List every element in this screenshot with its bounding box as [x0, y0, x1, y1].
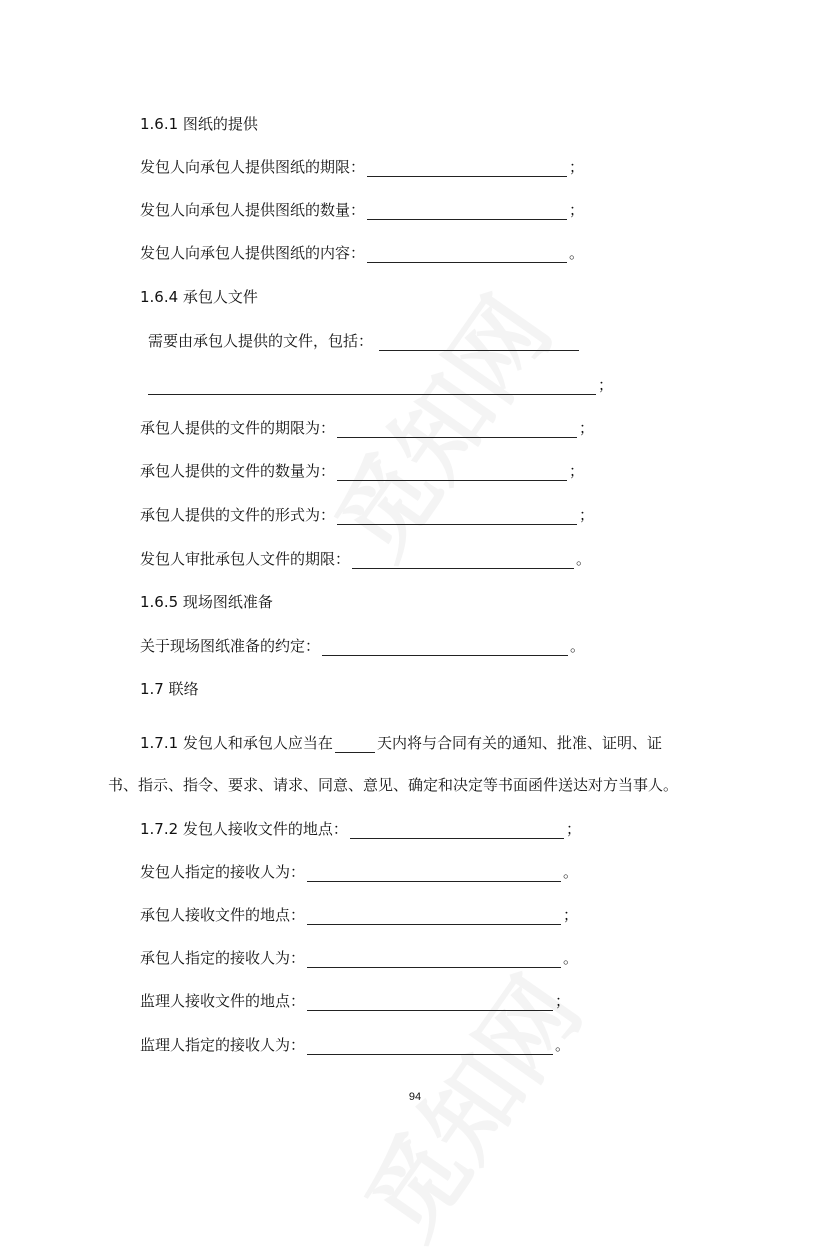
supervisor-recipient-row — [140, 1035, 570, 1055]
contractor-docs-label: 需要由承包人提供的文件，包括： — [148, 332, 374, 350]
contractor-recipient-label: 承包人指定的接收人为： — [140, 949, 306, 967]
drawing-deadline-row — [140, 157, 584, 177]
page-number: 94 — [408, 1091, 422, 1103]
section-1-6-5-heading — [140, 592, 273, 612]
employer-recipient-row — [140, 862, 578, 882]
contractor-docs-deadline-label: 承包人提供的文件的期限为： — [140, 419, 336, 437]
section-1-6-1-heading — [140, 114, 258, 134]
supervisor-recipient-field[interactable] — [307, 1037, 553, 1055]
supervisor-address-label: 监理人接收文件的地点： — [140, 992, 306, 1010]
contractor-recipient-row — [140, 948, 578, 968]
semicolon: ； — [565, 820, 581, 838]
heading-text: 1.7 联络 — [140, 680, 199, 698]
period: 。 — [569, 244, 585, 262]
approval-deadline-row — [140, 549, 591, 569]
drawing-quantity-field[interactable] — [367, 202, 567, 220]
supervisor-address-row — [140, 991, 570, 1011]
contractor-docs-format-field[interactable] — [337, 507, 577, 525]
site-drawing-label: 关于现场图纸准备的约定： — [140, 637, 321, 655]
semicolon: ； — [598, 376, 614, 394]
supervisor-address-field[interactable] — [307, 993, 553, 1011]
semicolon: ； — [569, 201, 585, 219]
drawing-content-row — [140, 243, 584, 263]
contractor-address-row — [140, 905, 578, 925]
site-drawing-row — [140, 636, 585, 656]
contractor-docs-quantity-row — [140, 461, 584, 481]
contractor-docs-quantity-field[interactable] — [337, 463, 567, 481]
heading-text: 1.6.4 承包人文件 — [140, 288, 258, 306]
contractor-docs-quantity-label: 承包人提供的文件的数量为： — [140, 462, 336, 480]
drawing-quantity-label: 发包人向承包人提供图纸的数量： — [140, 201, 366, 219]
section-1-7-heading — [140, 679, 199, 699]
drawing-deadline-label: 发包人向承包人提供图纸的期限： — [140, 158, 366, 176]
semicolon: ； — [569, 158, 585, 176]
contractor-docs-format-row — [140, 505, 594, 525]
notice-days-row — [140, 733, 662, 753]
contractor-docs-deadline-row — [140, 418, 594, 438]
approval-deadline-field[interactable] — [352, 551, 574, 569]
site-drawing-field[interactable] — [322, 638, 568, 656]
contractor-docs-continuation-row — [148, 375, 613, 395]
drawing-quantity-row — [140, 200, 584, 220]
period: 。 — [563, 949, 579, 967]
semicolon: ； — [579, 506, 595, 524]
contractor-address-field[interactable] — [307, 907, 561, 925]
semicolon: ； — [579, 419, 595, 437]
semicolon: ； — [563, 906, 579, 924]
heading-text: 1.6.1 图纸的提供 — [140, 115, 258, 133]
period: 。 — [555, 1036, 571, 1054]
contractor-docs-row — [148, 331, 581, 351]
notice-days-field[interactable] — [335, 735, 375, 753]
period: 。 — [576, 550, 592, 568]
contractor-docs-format-label: 承包人提供的文件的形式为： — [140, 506, 336, 524]
employer-address-row — [140, 819, 581, 839]
employer-address-label: 1.7.2 发包人接收文件的地点： — [140, 820, 348, 838]
notice-continuation-text: 书、指示、指令、要求、请求、同意、意见、确定和决定等书面函件送达对方当事人。 — [108, 776, 679, 794]
period: 。 — [563, 863, 579, 881]
supervisor-recipient-label: 监理人指定的接收人为： — [140, 1036, 306, 1054]
semicolon: ； — [555, 992, 571, 1010]
period: 。 — [570, 637, 586, 655]
employer-address-field[interactable] — [350, 821, 564, 839]
semicolon: ； — [569, 462, 585, 480]
approval-deadline-label: 发包人审批承包人文件的期限： — [140, 550, 351, 568]
contractor-recipient-field[interactable] — [307, 950, 561, 968]
contractor-docs-continuation-field[interactable] — [148, 377, 596, 395]
notice-days-label: 1.7.1 发包人和承包人应当在 — [140, 734, 333, 752]
notice-days-text: 天内将与合同有关的通知、批准、证明、证 — [376, 734, 662, 752]
employer-recipient-label: 发包人指定的接收人为： — [140, 863, 306, 881]
employer-recipient-field[interactable] — [307, 864, 561, 882]
drawing-content-field[interactable] — [367, 245, 567, 263]
notice-continuation-row — [108, 775, 678, 795]
contractor-docs-deadline-field[interactable] — [337, 420, 577, 438]
drawing-content-label: 发包人向承包人提供图纸的内容： — [140, 244, 366, 262]
contractor-docs-field[interactable] — [379, 333, 579, 351]
contractor-address-label: 承包人接收文件的地点： — [140, 906, 306, 924]
section-1-6-4-heading — [140, 287, 258, 307]
drawing-deadline-field[interactable] — [367, 159, 567, 177]
heading-text: 1.6.5 现场图纸准备 — [140, 593, 273, 611]
